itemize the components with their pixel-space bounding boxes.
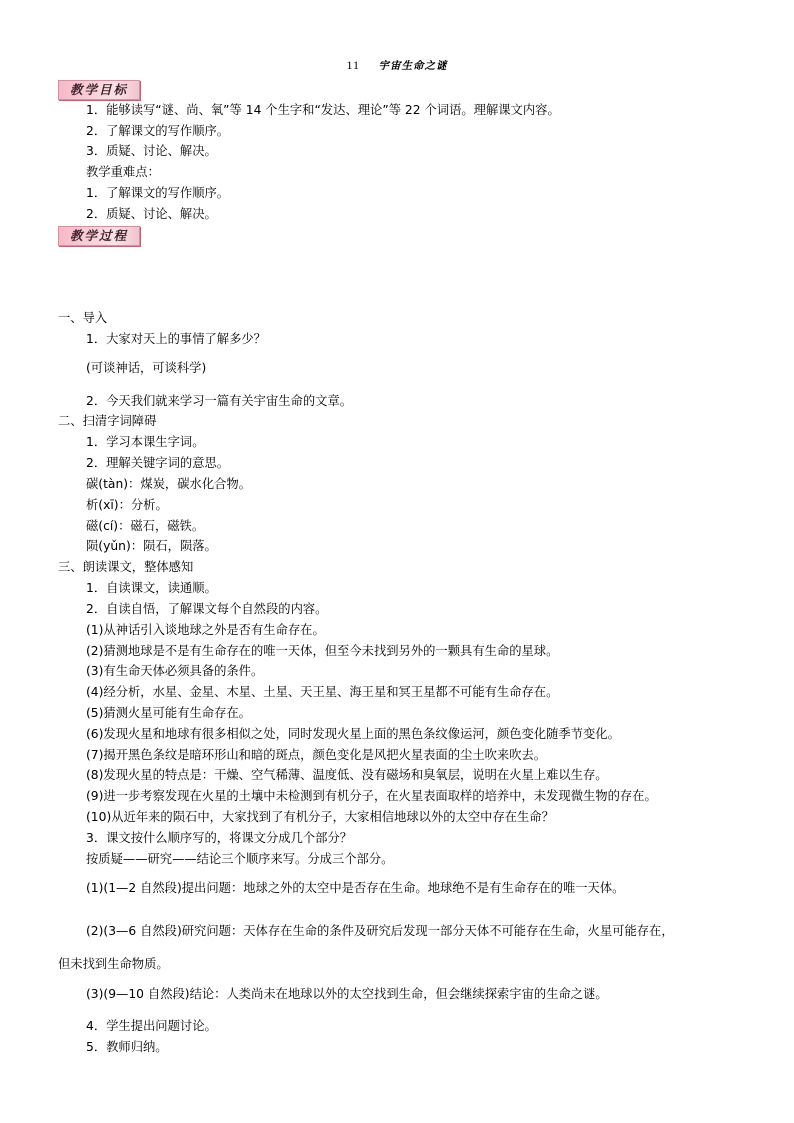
paragraph-summary: (5)猜测火星可能有生命存在。: [86, 706, 251, 720]
body-line: 3．课文按什么顺序写的，将课文分成几个部分？: [86, 831, 353, 845]
part-summary-continued: 但未找到生命物质。: [58, 957, 169, 971]
paragraph-summary: (8)发现火星的特点是：干燥、空气稀薄、温度低、没有磁场和臭氧层，说明在火星上难以生存。: [86, 768, 608, 782]
teaching-process-banner: 教学过程: [58, 226, 140, 246]
teaching-goals-banner: 教学目标: [58, 80, 140, 100]
vocab-line: 陨(yǔn)：陨石，陨落。: [86, 539, 217, 553]
section-heading: 三、朗读课文，整体感知: [58, 560, 194, 574]
goal-line: 1．能够读写“谜、尚、氧”等 14 个生字和“发达、理论”等 22 个词语。理解课文内容。: [86, 103, 560, 117]
goal-line: 1．了解课文的写作顺序。: [86, 186, 230, 200]
paragraph-summary: (1)从神话引入谈地球之外是否有生命存在。: [86, 623, 325, 637]
body-line: (可谈神话，可谈科学): [86, 361, 207, 375]
body-line: 5．教师归纳。: [86, 1040, 168, 1054]
body-line: 2．理解关键字词的意思。: [86, 456, 230, 470]
body-line: 1．学习本课生字词。: [86, 435, 205, 449]
paragraph-summary: (4)经分析，水星、金星、木星、土星、天王星、海王星和冥王星都不可能有生命存在。: [86, 685, 559, 699]
paragraph-summary: (6)发现火星和地球有很多相似之处，同时发现火星上面的黑色条纹像运河，颜色变化随季节变化。: [86, 727, 620, 741]
paragraph-summary: (7)揭开黑色条纹是暗环形山和暗的斑点，颜色变化是风把火星表面的尘土吹来吹去。: [86, 748, 547, 762]
paragraph-summary: (2)猜测地球是不是有生命存在的唯一天体，但至今未找到另外的一颗具有生命的星球。: [86, 644, 559, 658]
part-summary: (3)(9—10 自然段)结论：人类尚未在地球以外的太空找到生命，但会继续探索宇宙的生命之谜。: [86, 987, 608, 1001]
lesson-title-text: 宇宙生命之谜: [378, 60, 448, 72]
body-line: 按质疑——研究——结论三个顺序来写。分成三个部分。: [86, 852, 394, 866]
goal-line: 2．了解课文的写作顺序。: [86, 124, 230, 138]
body-line: 4．学生提出问题讨论。: [86, 1019, 217, 1033]
vocab-line: 碳(tàn)：煤炭，碳水化合物。: [86, 477, 252, 491]
body-line: 1．大家对天上的事情了解多少？: [86, 332, 266, 346]
vocab-line: 析(xī)：分析。: [86, 498, 168, 512]
section-heading: 二、扫清字词障碍: [58, 414, 157, 428]
paragraph-summary: (10)从近年来的陨石中，大家找到了有机分子，大家相信地球以外的太空中存在生命？: [86, 810, 554, 824]
vocab-line: 磁(cí)：磁石，磁铁。: [86, 519, 205, 533]
body-line: 2．自读自悟，了解课文每个自然段的内容。: [86, 602, 328, 616]
part-summary: (1)(1—2 自然段)提出问题：地球之外的太空中是否存在生命。地球绝不是有生命存在的唯一天体。: [86, 881, 625, 895]
lesson-title: [0, 58, 794, 73]
paragraph-summary: (9)进一步考察发现在火星的土壤中未检测到有机分子，在火星表面取样的培养中，未发现微生物的存在。: [86, 789, 657, 803]
key-difficulty-heading: 教学重难点：: [86, 165, 160, 179]
goal-line: 2．质疑、讨论、解决。: [86, 207, 217, 221]
section-heading: 一、导入: [58, 311, 108, 325]
body-line: 1．自读课文，读通顺。: [86, 581, 217, 595]
paragraph-summary: (3)有生命天体必须具备的条件。: [86, 664, 264, 678]
part-summary: (2)(3—6 自然段)研究问题：天体存在生命的条件及研究后发现一部分天体不可能存在生命，火星可能存在，: [86, 924, 674, 938]
lesson-number: 11: [346, 58, 361, 72]
body-line: 2．今天我们就来学习一篇有关宇宙生命的文章。: [86, 394, 353, 408]
goal-line: 3．质疑、讨论、解决。: [86, 144, 217, 158]
